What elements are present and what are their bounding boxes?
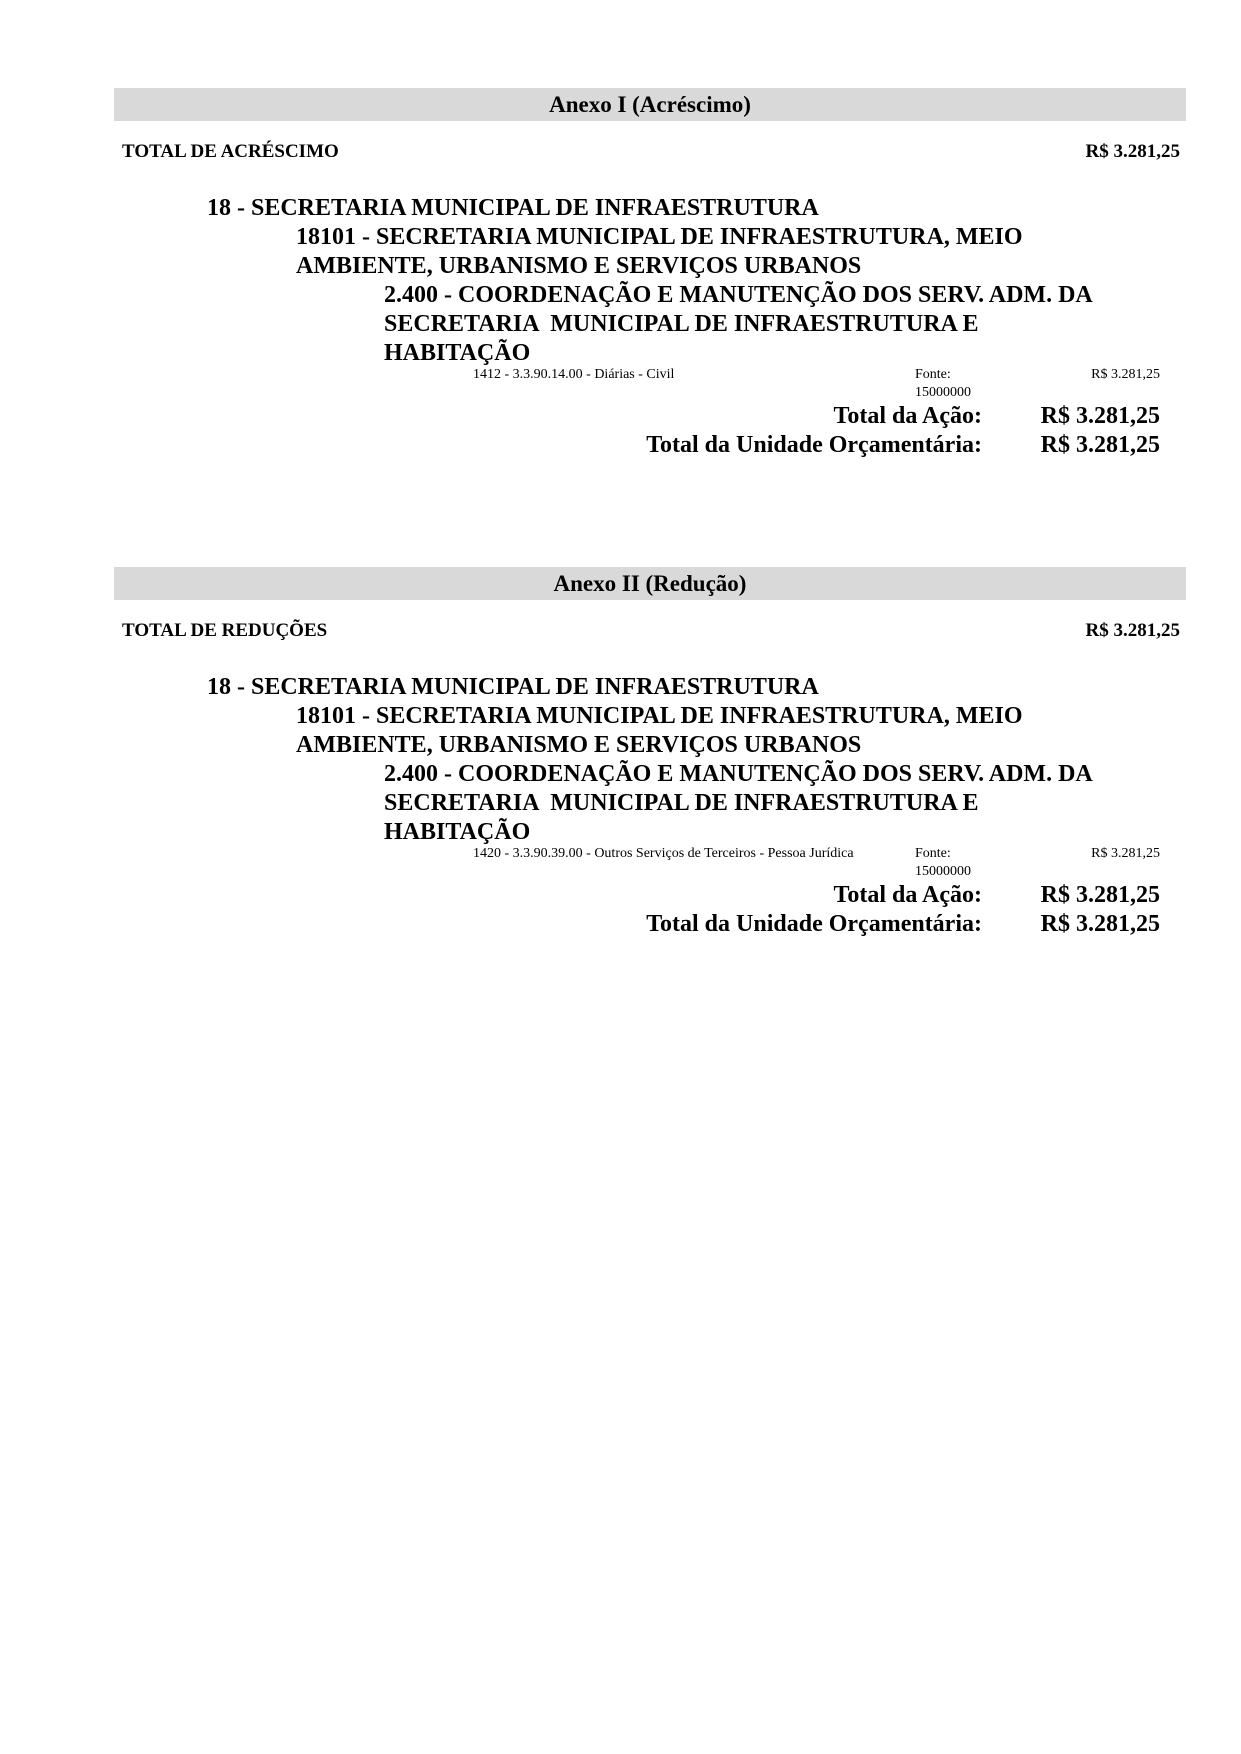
total-unidade-row: [0, 431, 1160, 460]
total-unidade-label: Total da Unidade Orçamentária:: [646, 911, 982, 937]
action-line-2: SECRETARIA MUNICIPAL DE INFRAESTRUTURA E: [384, 311, 979, 337]
total-unidade-value: R$ 3.281,25: [1040, 432, 1160, 458]
total-acao-value: R$ 3.281,25: [1040, 882, 1160, 908]
expense-item-description: 1420 - 3.3.90.39.00 - Outros Serviços de Terceiros - Pessoa Jurídica: [473, 846, 854, 861]
budget-unit-line-1: 18101 - SECRETARIA MUNICIPAL DE INFRAESTRUTURA, MEIO: [296, 703, 1023, 729]
budget-unit-line-2: AMBIENTE, URBANISMO E SERVIÇOS URBANOS: [296, 253, 862, 279]
annex-title: Anexo II (Redução): [114, 567, 1186, 600]
action-line-1: 2.400 - COORDENAÇÃO E MANUTENÇÃO DOS SERV. ADM. DA: [384, 761, 1093, 787]
action-line-3: HABITAÇÃO: [384, 819, 531, 845]
expense-item-amount: R$ 3.281,25: [1091, 846, 1160, 861]
total-acao-row: [0, 881, 1160, 910]
org-heading: 18 - SECRETARIA MUNICIPAL DE INFRAESTRUTURA: [207, 674, 819, 700]
action-line-3: HABITAÇÃO: [384, 340, 531, 366]
total-unidade-row: [0, 910, 1160, 939]
total-acao-label: Total da Ação:: [833, 882, 982, 908]
budget-unit-heading: [296, 223, 1023, 281]
total-unidade-label: Total da Unidade Orçamentária:: [646, 432, 982, 458]
fonte-code: 15000000: [915, 385, 971, 400]
fonte-code: 15000000: [915, 864, 971, 879]
total-unidade-value: R$ 3.281,25: [1040, 911, 1160, 937]
total-acao-label: Total da Ação:: [833, 403, 982, 429]
annex-total-label: TOTAL DE ACRÉSCIMO: [122, 141, 339, 162]
action-line-2: SECRETARIA MUNICIPAL DE INFRAESTRUTURA E: [384, 790, 979, 816]
fonte-label: Fonte:: [915, 367, 951, 382]
annex-total-value: R$ 3.281,25: [1085, 141, 1180, 162]
budget-unit-line-2: AMBIENTE, URBANISMO E SERVIÇOS URBANOS: [296, 732, 862, 758]
budget-unit-line-1: 18101 - SECRETARIA MUNICIPAL DE INFRAESTRUTURA, MEIO: [296, 224, 1023, 250]
annex-total-label: TOTAL DE REDUÇÕES: [122, 620, 328, 641]
org-heading: 18 - SECRETARIA MUNICIPAL DE INFRAESTRUTURA: [207, 195, 819, 221]
expense-item-fonte: [915, 366, 1005, 402]
fonte-label: Fonte:: [915, 846, 951, 861]
action-heading: [384, 760, 1093, 847]
total-acao-value: R$ 3.281,25: [1040, 403, 1160, 429]
action-heading: [384, 281, 1093, 368]
expense-item-amount: R$ 3.281,25: [1091, 367, 1160, 382]
expense-item-fonte: [915, 845, 1005, 881]
annex-total-value: R$ 3.281,25: [1085, 620, 1180, 641]
budget-unit-heading: [296, 702, 1023, 760]
action-line-1: 2.400 - COORDENAÇÃO E MANUTENÇÃO DOS SERV. ADM. DA: [384, 282, 1093, 308]
expense-item-description: 1412 - 3.3.90.14.00 - Diárias - Civil: [473, 367, 675, 382]
total-acao-row: [0, 402, 1160, 431]
annex-title: Anexo I (Acréscimo): [114, 88, 1186, 121]
